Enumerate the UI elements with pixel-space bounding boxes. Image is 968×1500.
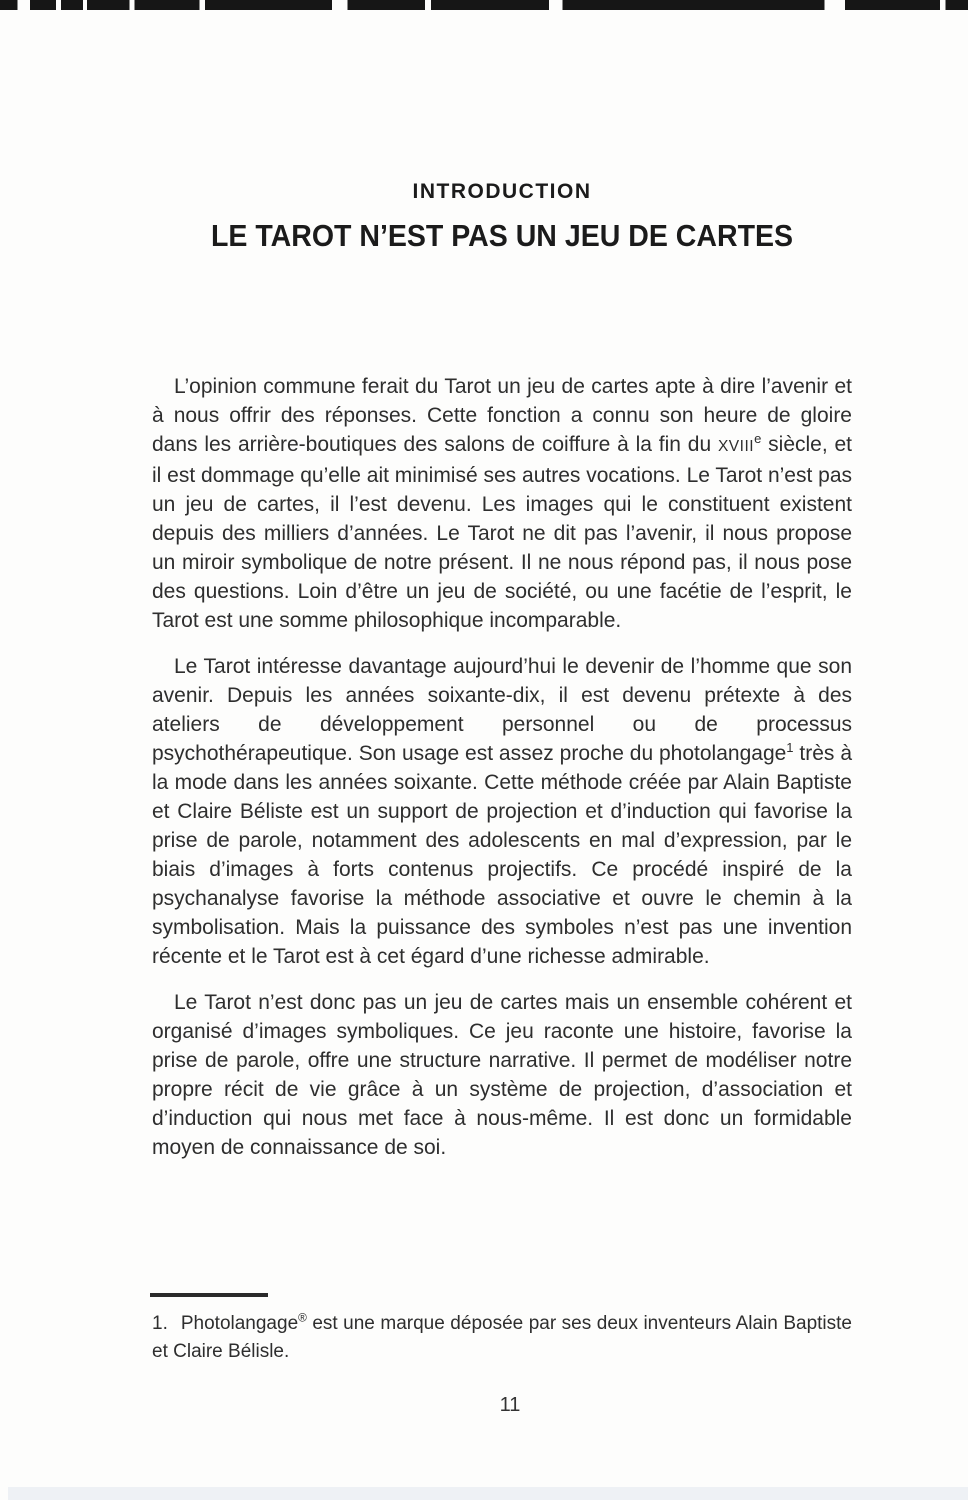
footnote-separator — [150, 1293, 268, 1297]
paragraph — [152, 652, 852, 971]
chapter-kicker: INTRODUCTION — [412, 180, 592, 203]
page-title: LE TAROT N’EST PAS UN JEU DE CARTES — [210, 218, 794, 253]
paragraph — [152, 988, 852, 1162]
paragraph — [152, 372, 852, 635]
text-segment: siècle, et il est dommage qu’elle ait minimisé ses autres vocations. Le Tarot n’est pas un jeu de cartes, il l’est devenu. Les images qui le constituent existent depuis des milliers d’années. Le Tarot ne dit pas l’avenir, il nous propose un miroir symbolique de notre présent. Il ne nous répond pas, il nous pose des questions. Loin d’être un jeu de société, ou une facétie de l’esprit, le Tarot est une somme philosophique incomparable. — [152, 433, 853, 632]
superscript: e — [754, 431, 762, 446]
footnote — [152, 1310, 852, 1366]
text-segment: Le Tarot intéresse davantage aujourd’hui le devenir de l’homme que son avenir. Depuis les années soixante-dix, il est devenu prétexte à des ateliers de développement personnel ou de processus psychothérapeutique. Son usage est assez proche du photolangage — [152, 655, 852, 765]
superscript: 1 — [786, 740, 794, 755]
scan-artifact-bottom-bar — [8, 1487, 968, 1500]
small-caps-numeral: XVIII — [717, 438, 755, 455]
page-number: 11 — [499, 1394, 521, 1416]
chapter-heading — [152, 180, 852, 254]
text-segment: Photolangage — [180, 1313, 299, 1334]
scan-artifact-top-bar — [0, 0, 968, 10]
text-segment: est une marque déposée par ses deux inventeurs Alain Baptiste et Claire Bélisle. — [152, 1313, 852, 1362]
text-segment: très à la mode dans les années soixante. Cette méthode créée par Alain Baptiste et Claire Béliste est un support de projection et d’induction qui favorise la prise de parole, notamment des adolescents en mal d’expression, par le biais d’images à forts contenus projectifs. Ce procédé inspiré de la psychanalyse favorise la méthode associative et ouvre le chemin à la symbolisation. Mais la puissance des symboles n’est pas une invention récente et le Tarot est à cet égard d’une richesse admirable. — [152, 742, 852, 968]
body-text — [152, 372, 852, 1179]
text-segment: L’opinion commune ferait du Tarot un jeu de cartes apte à dire l’avenir et à nous offrir des réponses. Cette fonction a connu son heure de gloire dans les arrière-boutiques des salons de coiffure à la fin du — [152, 375, 852, 456]
footnote-marker: 1. — [152, 1313, 168, 1334]
text-segment: Le Tarot n’est donc pas un jeu de cartes mais un ensemble cohérent et organisé d’images symboliques. Ce jeu raconte une histoire, favorise la prise de parole, offre une structure narrative. Il permet de modéliser notre propre récit de vie grâce à un système de projection, d’association et d’induction qui nous met face à nous-même. Il est donc un formidable moyen de connaissance de soi. — [152, 991, 852, 1159]
superscript: ® — [298, 1311, 307, 1325]
